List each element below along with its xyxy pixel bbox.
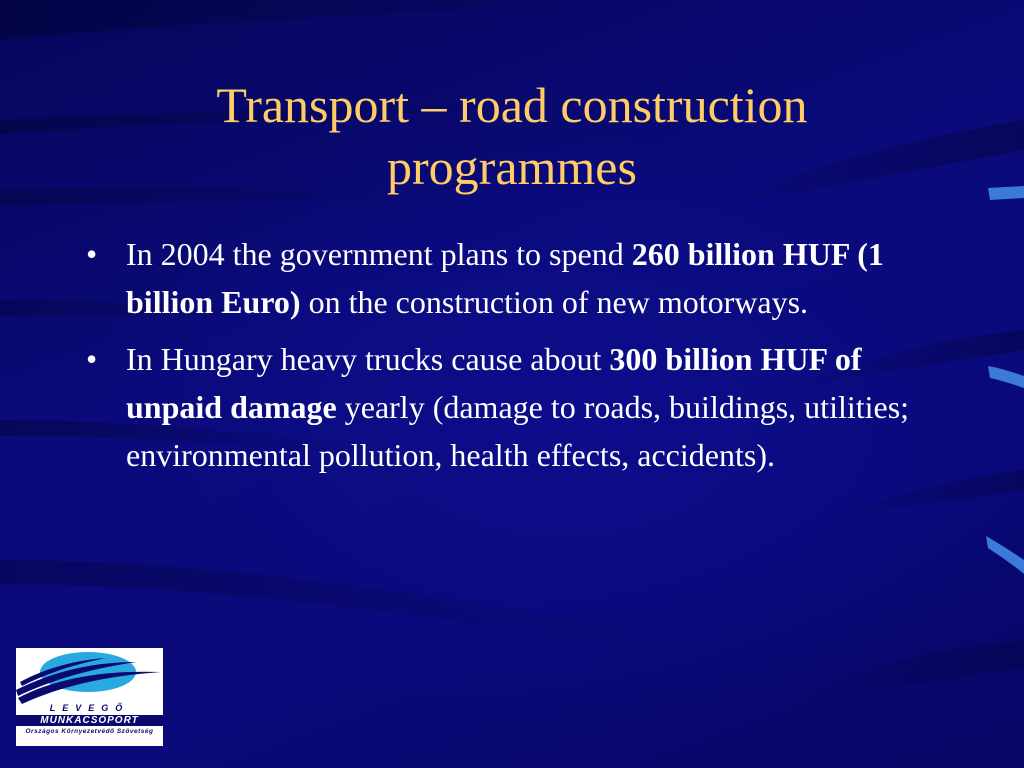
streak [0,560,700,660]
slide-title: Transport – road construction programmes [216,77,808,195]
bullet-text: yearly (damage to roads, buildings, utilities; environmental pollution, health effects, accidents). [126,389,910,473]
levego-logo [16,648,163,746]
bullet-highlight: 300 billion HUF of unpaid damage [126,341,862,425]
accent-dash [986,536,1024,574]
streak [800,640,1024,700]
bullet-text: on the construction of new motorways. [300,284,809,320]
bullet-list [86,230,956,488]
accent-dash [988,186,1024,200]
bullet-item [86,230,956,326]
logo-swoosh-icon [16,648,163,704]
accent-dash [988,366,1024,388]
bullet-icon: • [86,236,98,272]
logo-subtitle: MUNKACSOPORT [16,715,163,726]
bullet-item [86,335,956,479]
logo-tagline: Országos Környezetvédő Szövetség [25,728,154,735]
bullet-text: In 2004 the government plans to spend [126,236,632,272]
bullet-highlight: 260 billion HUF (1 billion Euro) [126,236,884,320]
bullet-text: In Hungary heavy trucks cause about [126,341,610,377]
streak [0,0,620,40]
logo-title: LEVEGŐ [49,703,130,713]
bullet-icon: • [86,341,98,377]
